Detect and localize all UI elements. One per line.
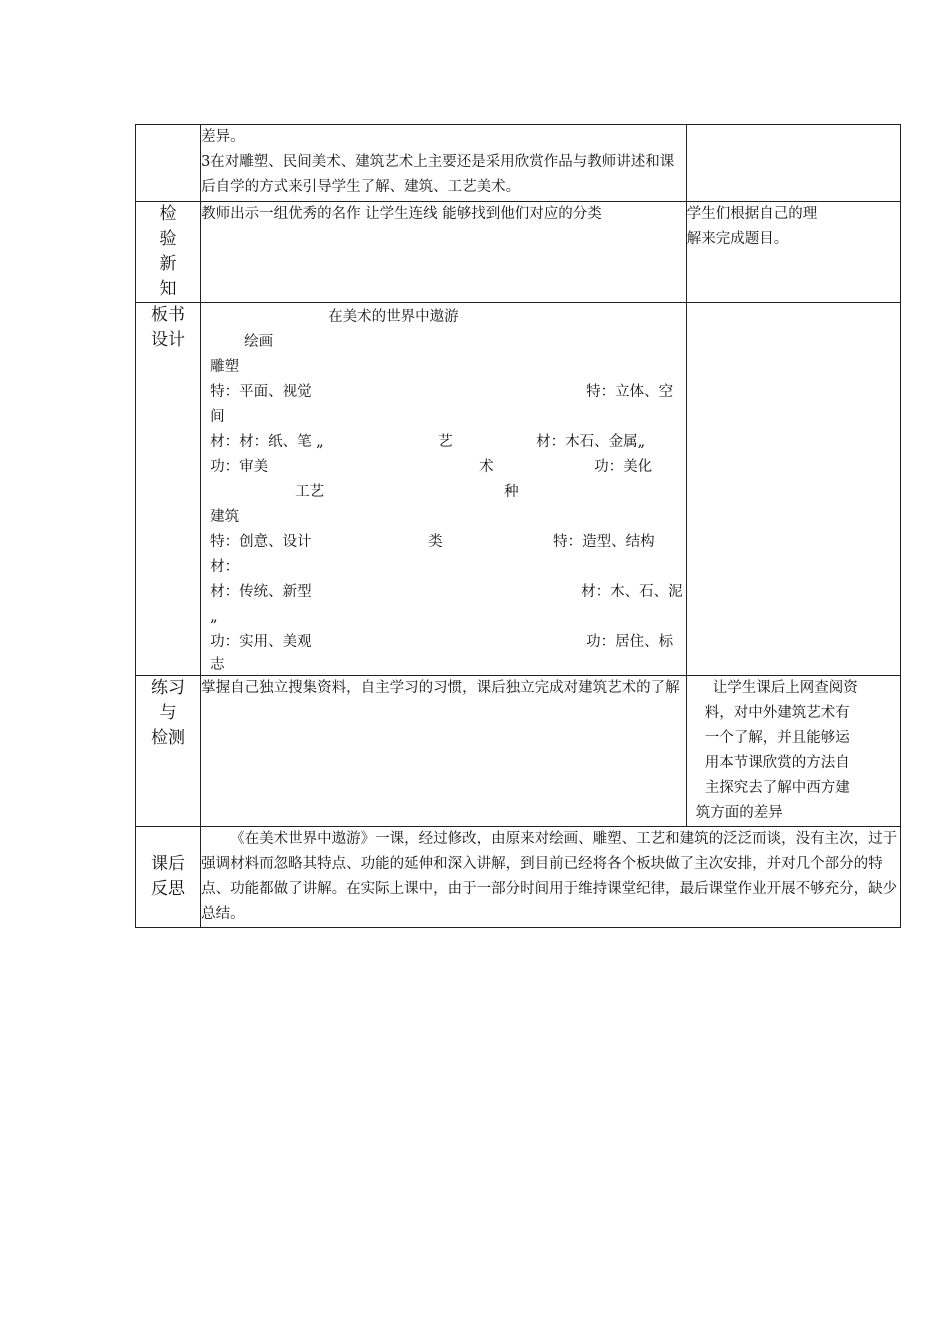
board-design-content-cell [201, 303, 687, 676]
review-content-cell [201, 202, 687, 303]
review-row [136, 202, 901, 303]
row-label: 检测 [151, 728, 186, 748]
row-label: 板书 [151, 305, 186, 325]
reflection-label-cell [136, 827, 201, 928]
reflection-row [136, 827, 901, 928]
board-painting: 绘画 [244, 334, 274, 350]
board-crafts-material: 材：传统、新型 [210, 584, 312, 600]
board-painting-function: 功：审美 [210, 459, 269, 475]
practice-label-cell [136, 676, 201, 827]
practice-content-cell [201, 676, 687, 827]
board-crafts-function: 功：实用、美观 [210, 634, 312, 650]
board-painting-feature: 特：平面、视觉 [210, 384, 312, 400]
board-material-label: 材： [210, 559, 240, 575]
board-architecture-material: 材：木、石、泥 [581, 584, 683, 600]
practice-note-cell [686, 676, 900, 827]
continuation-label-cell [136, 125, 201, 202]
row-label: 练习 [151, 678, 186, 698]
note-line: 用本节课欣赏的方法自 [704, 755, 850, 771]
board-design-row [136, 303, 901, 676]
note-line: 让学生课后上网查阅资 [712, 680, 858, 696]
review-label-cell [136, 202, 201, 303]
row-label: 新 知 [159, 254, 185, 299]
board-ellipsis: „ [210, 609, 218, 625]
reflection-content-cell: 《在美术世界中遨游》一课，经过修改，由原来对绘画、雕塑、工艺和建筑的泛泛而谈，没有主次，过于强调材料而忽略其特点、功能的延伸和深入讲解，到目前已经将各个板块做了主次安排，并对几个部分的特点、功能都做了讲解。在实际上课中，由于一部分时间用于维持课堂纪律，最后课堂作业开展不够充分，缺少总结。 [201, 827, 901, 928]
row-label: 设计 [151, 330, 186, 350]
board-art-char: 种 [504, 484, 519, 500]
continuation-note-cell [686, 125, 900, 202]
board-art-char: 类 [428, 534, 443, 550]
board-crafts-feature: 特：创意、设计 [210, 534, 312, 550]
board-crafts: 工艺 [295, 484, 325, 500]
board-architecture: 建筑 [210, 509, 240, 525]
board-sculpture-feature: 特：立体、空 [586, 384, 674, 400]
board-design-label-cell [136, 303, 201, 676]
content-text: 掌握自己独立搜集资料，自主学习的习惯，课后独立完成对建筑艺术的了解 [201, 680, 680, 696]
row-label: 课后 [151, 854, 186, 874]
board-architecture-feature: 特：造型、结构 [553, 534, 655, 550]
note-line: 主探究去了解中西方建 [704, 780, 850, 796]
content-line: 差异。 [201, 129, 245, 145]
board-architecture-function: 功：居住、标 [586, 634, 674, 650]
board-architecture-function-cont: 志 [210, 657, 225, 673]
lesson-plan-table [135, 124, 901, 928]
content-line: 3在对雕塑、民间美术、建筑艺术上主要还是采用欣赏作品与教师讲述和课后自学的方式来引导学生了解、建筑、工艺美术。 [201, 154, 675, 195]
note-line: 一个了解，并且能够运 [704, 730, 850, 746]
board-sculpture-material: 材：木石、金属„ [536, 434, 646, 450]
content-text: 教师出示一组优秀的名作 让学生连线 能够找到他们对应的分类 [201, 206, 602, 222]
row-label: 与 [159, 703, 177, 723]
row-label: 检 验 [159, 204, 185, 249]
note-line: 筑方面的差异 [695, 805, 783, 821]
board-layout [201, 303, 686, 675]
review-note-cell [686, 202, 900, 303]
board-sculpture: 雕塑 [210, 359, 240, 375]
note-line: 学生们根据自己的理 [686, 206, 818, 222]
continuation-content-cell [201, 125, 687, 202]
board-art-char: 术 [479, 459, 494, 475]
board-sculpture-feature-cont: 间 [210, 409, 225, 425]
practice-row [136, 676, 901, 827]
board-art-char: 艺 [438, 434, 453, 450]
note-line: 料，对中外建筑艺术有 [704, 705, 850, 721]
board-painting-material: 材：材：纸、笔 „ [210, 434, 324, 450]
continuation-row [136, 125, 901, 202]
board-sculpture-function: 功：美化 [594, 459, 653, 475]
row-label: 反思 [151, 879, 186, 899]
note-line: 解来完成题目。 [686, 231, 789, 247]
board-design-note-cell [686, 303, 900, 676]
board-title: 在美术的世界中遨游 [328, 309, 459, 325]
